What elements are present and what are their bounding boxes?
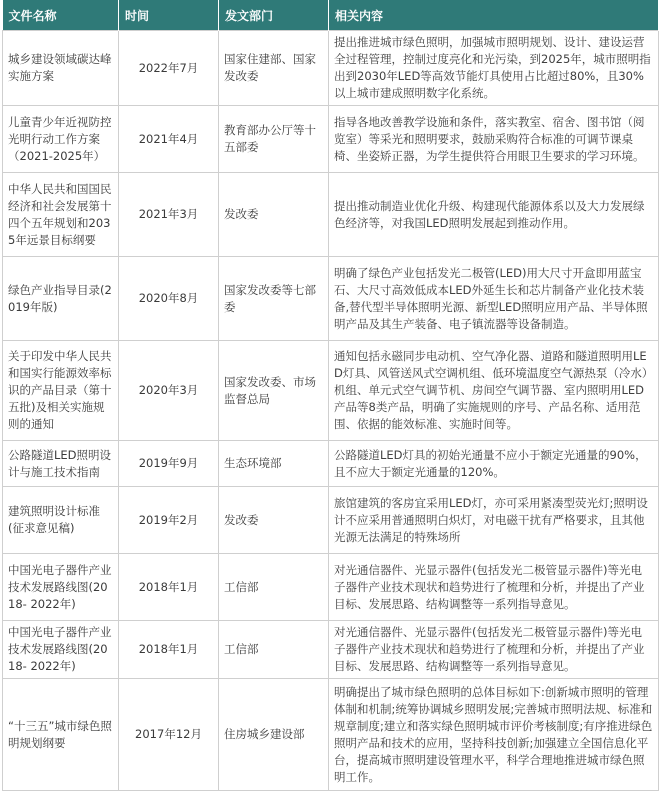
doc-dept: 发改委 <box>219 173 329 257</box>
table-row <box>3 173 659 257</box>
doc-dept: 国家发改委等七部委 <box>219 257 329 341</box>
table-row <box>3 441 659 487</box>
doc-dept: 工信部 <box>219 621 329 679</box>
doc-name: 公路隧道LED照明设计与施工技术指南 <box>3 441 119 487</box>
doc-time: 2021年3月 <box>119 173 219 257</box>
doc-time: 2021年4月 <box>119 106 219 173</box>
doc-content: 明确提出了城市绿色照明的总体目标如下:创新城市照明的管理体制和机制;统筹协调城乡照明发展;完善城市照明法规、标准和规章制度;建立和落实绿色照明城市评价考核制度;有序推进绿色照明产品和技术的应用，坚持科技创新;加强建立全国信息化平台，提高城市照明建设管理水平，科学合理地推进城市绿色照明工作。 <box>329 679 659 791</box>
doc-dept: 国家住建部、国家发改委 <box>219 31 329 106</box>
header-name: 文件名称 <box>3 0 119 31</box>
doc-time: 2020年8月 <box>119 257 219 341</box>
table-row <box>3 621 659 679</box>
table-header-row <box>3 0 659 31</box>
doc-name: 关于印发中华人民共和国实行能源效率标识的产品目录（第十五批)及相关实施规则的通知 <box>3 341 119 441</box>
doc-content: 公路隧道LED灯具的初始光通量不应小于额定光通量的90%，且不应大于额定光通量的120%。 <box>329 441 659 487</box>
doc-time: 2018年1月 <box>119 554 219 621</box>
doc-time: 2018年1月 <box>119 621 219 679</box>
table-row <box>3 257 659 341</box>
table-row <box>3 341 659 441</box>
doc-time: 2022年7月 <box>119 31 219 106</box>
table-row <box>3 487 659 554</box>
doc-content: 明确了绿色产业包括发光二极管(LED)用大尺寸开盒即用蓝宝石、大尺寸高效低成本LED外延生长和芯片制备产业化技术装备,替代型半导体照明光源、新型LED照明应用产品、半导体照明产品及其生产装备、电子镇流器等设备制造。 <box>329 257 659 341</box>
doc-content: 提出推动制造业优化升级、构建现代能源体系以及大力发展绿色经济等，对我国LED照明发展起到推动作用。 <box>329 173 659 257</box>
header-dept: 发文部门 <box>219 0 329 31</box>
doc-time: 2020年3月 <box>119 341 219 441</box>
doc-dept: 住房城乡建设部 <box>219 679 329 791</box>
doc-time: 2017年12月 <box>119 679 219 791</box>
doc-content: 对光通信器件、光显示器件(包括发光二极管显示器件)等光电子器件产业技术现状和趋势进行了梳理和分析，并提出了产业目标、发展思路、结构调整等一系列指导意见。 <box>329 621 659 679</box>
doc-dept: 工信部 <box>219 554 329 621</box>
doc-time: 2019年9月 <box>119 441 219 487</box>
doc-name: “十三五”城市绿色照明规划纲要 <box>3 679 119 791</box>
doc-name: 建筑照明设计标准(征求意见稿) <box>3 487 119 554</box>
doc-content: 旅馆建筑的客房宜采用LED灯，亦可采用紧凑型荧光灯;照明设计不应采用普通照明白炽灯，对电磁干扰有严格要求，且其他光源无法满足的特殊场所 <box>329 487 659 554</box>
doc-name: 绿色产业指导目录(2019年版) <box>3 257 119 341</box>
header-time: 时间 <box>119 0 219 31</box>
doc-content: 对光通信器件、光显示器件(包括发光二极管显示器件)等光电子器件产业技术现状和趋势进行了梳理和分析，并提出了产业目标、发展思路、结构调整等一系列指导意见。 <box>329 554 659 621</box>
doc-content: 通知包括永磁同步电动机、空气净化器、道路和隧道照明用LED灯具、风管送风式空调机组、低环境温度空气源热泵（冷水）机组、单元式空气调节机、房间空气调节器、室内照明用LED产品等8类产品，明确了实施规则的序号、产品名称、适用范围、依据的能效标准、实施时间等。 <box>329 341 659 441</box>
table-row <box>3 679 659 791</box>
table-row <box>3 31 659 106</box>
doc-name: 儿童青少年近视防控光明行动工作方案（2021-2025年） <box>3 106 119 173</box>
doc-name: 中国光电子器件产业技术发展路线图(2018- 2022年) <box>3 554 119 621</box>
doc-content: 提出推进城市绿色照明，加强城市照明规划、设计、建设运营全过程管理，控制过度亮化和光污染，到2025年，城市照明指出到2030年LED等高效节能灯具使用占比超过80%，且30%以上城市建成照明数字化系统。 <box>329 31 659 106</box>
doc-content: 指导各地改善教学设施和条件，落实教室、宿舍、图书馆（阅览室）等采光和照明要求，鼓励采购符合标准的可调节课桌椅、坐姿矫正器，为学生提供符合用眼卫生要求的学习环境。 <box>329 106 659 173</box>
policy-table <box>2 0 659 791</box>
header-content: 相关内容 <box>329 0 659 31</box>
doc-time: 2019年2月 <box>119 487 219 554</box>
doc-name: 中国光电子器件产业技术发展路线图(2018- 2022年) <box>3 621 119 679</box>
table-row <box>3 554 659 621</box>
doc-dept: 发改委 <box>219 487 329 554</box>
doc-dept: 国家发改委、市场监督总局 <box>219 341 329 441</box>
doc-dept: 生态环境部 <box>219 441 329 487</box>
doc-name: 中华人民共和国国民经济和社会发展第十四个五年规划和2035年远景目标纲要 <box>3 173 119 257</box>
table-row <box>3 106 659 173</box>
doc-dept: 教育部办公厅等十五部委 <box>219 106 329 173</box>
doc-name: 城乡建设领域碳达峰实施方案 <box>3 31 119 106</box>
